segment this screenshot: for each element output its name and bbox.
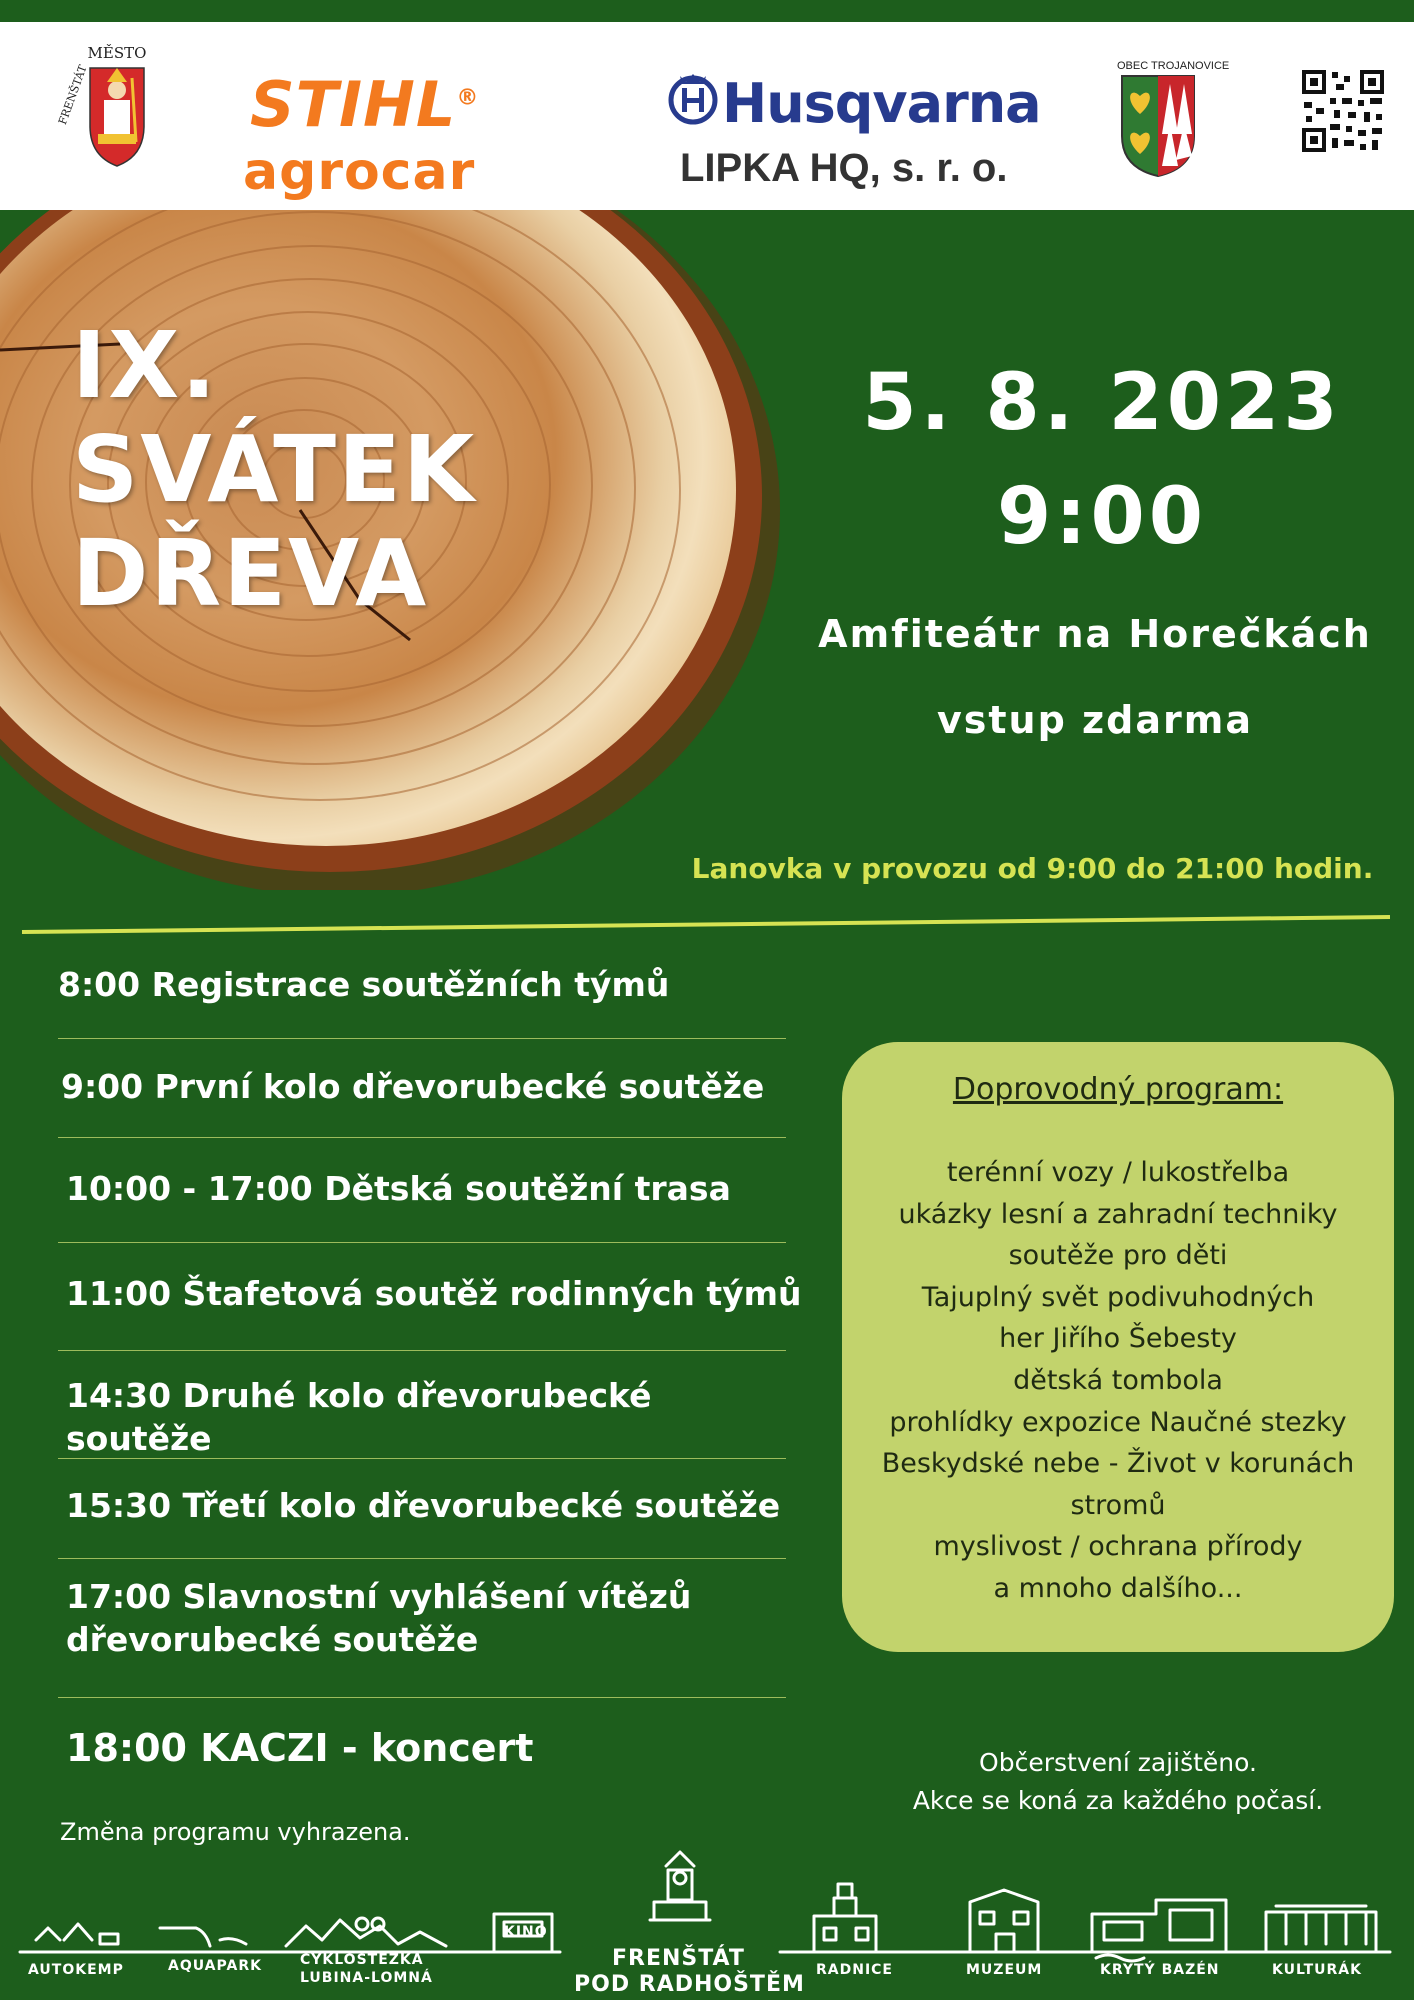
footer-note xyxy=(842,1744,1394,1820)
event-entry: vstup zdarma xyxy=(937,698,1253,742)
side-program-item: ukázky lesní a zahradní techniky xyxy=(898,1198,1338,1230)
town-landmarks-strip xyxy=(0,1840,1414,2000)
obec-trojanovice-crest xyxy=(1120,74,1196,178)
side-program-item: her Jiřího Šebesty xyxy=(999,1323,1237,1355)
event-time: 9:00 xyxy=(996,472,1207,562)
schedule-separator xyxy=(58,1242,786,1243)
side-program-item: Tajuplný svět podivuhodných xyxy=(921,1281,1315,1313)
side-program-item: a mnoho dalšího... xyxy=(993,1572,1243,1604)
schedule-separator xyxy=(58,1137,786,1138)
landmark-radnice: RADNICE xyxy=(816,1962,893,1978)
side-program-item: Beskydské nebe - Život v korunách xyxy=(881,1448,1355,1480)
landmark-cyclo-path-1: CYKLOSTEZKA xyxy=(300,1952,424,1968)
side-program-item: terénní vozy / lukostřelba xyxy=(946,1157,1290,1188)
schedule-separator xyxy=(58,1038,786,1039)
weather-note: Akce se koná za každého počasí. xyxy=(912,1786,1324,1815)
schedule-separator xyxy=(58,1350,786,1351)
schedule-item: 14:30 Druhé kolo dřevorubecké soutěže xyxy=(66,1376,652,1458)
sponsor-bar xyxy=(0,22,1414,210)
landmark-cyclo-path-2: LUBINA-LOMNÁ xyxy=(300,1970,433,1986)
schedule-item-concert: 18:00 KACZI - koncert xyxy=(66,1726,534,1770)
stihl-logo xyxy=(250,68,479,141)
town-name-line-2: POD RADHOŠTĚM xyxy=(574,1972,805,1997)
landmark-kulturak: KULTURÁK xyxy=(1272,1962,1362,1978)
side-program-item: myslivost / ochrana přírody xyxy=(933,1531,1303,1563)
title-line-dreva: DŘEVA xyxy=(72,520,429,627)
town-name-line-1: FRENŠTÁT xyxy=(612,1946,745,1971)
schedule-separator xyxy=(58,1458,786,1459)
refreshments-note: Občerstvení zajištěno. xyxy=(979,1748,1257,1777)
side-program-item: soutěže pro děti xyxy=(1008,1240,1228,1272)
schedule-item: 9:00 První kolo dřevorubecké soutěže xyxy=(61,1067,765,1106)
side-program-list xyxy=(842,1152,1394,1610)
stihl-trademark: ® xyxy=(456,85,480,111)
program-change-note: Změna programu vyhrazena. xyxy=(60,1818,411,1846)
title-edition: IX. xyxy=(72,312,219,419)
obec-trojanovice-label: OBEC TROJANOVICE xyxy=(1117,60,1230,72)
landmark-aquapark: AQUAPARK xyxy=(168,1958,262,1974)
mesto-logo-side-text: FRENŠTÁT xyxy=(56,63,90,127)
husqvarna-logo: Husqvarna xyxy=(722,72,1041,135)
agrocar-logo: agrocar xyxy=(243,142,476,202)
schedule-item: 15:30 Třetí kolo dřevorubecké soutěže xyxy=(66,1486,781,1525)
schedule-separator xyxy=(58,1558,786,1559)
title-line-svatek: SVÁTEK xyxy=(72,416,477,523)
landmark-kryty-bazen: KRYTÝ BAZÉN xyxy=(1100,1962,1220,1978)
lipka-company-name: LIPKA HQ, s. r. o. xyxy=(680,146,1008,190)
event-date: 5. 8. 2023 xyxy=(862,358,1342,448)
husqvarna-crown-icon xyxy=(668,70,718,126)
event-venue: Amfiteátr na Horečkách xyxy=(818,612,1372,656)
schedule-separator xyxy=(58,1697,786,1698)
stihl-logo-text: STIHL xyxy=(250,68,457,141)
cable-car-note: Lanovka v provozu od 9:00 do 21:00 hodin. xyxy=(691,852,1374,885)
schedule-item: 8:00 Registrace soutěžních týmů xyxy=(58,965,670,1004)
landmark-kino: KINO xyxy=(504,1924,548,1940)
landmark-autokemp: AUTOKEMP xyxy=(28,1962,124,1978)
svg-text:MĚSTO: MĚSTO xyxy=(87,44,147,62)
side-program-item: prohlídky expozice Naučné stezky xyxy=(889,1406,1347,1438)
schedule-item: 10:00 - 17:00 Dětská soutěžní trasa xyxy=(66,1169,731,1208)
side-program-item: dětská tombola xyxy=(1013,1364,1223,1396)
side-program-item: stromů xyxy=(1070,1489,1166,1521)
side-program-title: Doprovodný program: xyxy=(952,1072,1284,1107)
side-program-box xyxy=(842,1042,1394,1652)
schedule-item: 11:00 Štafetová soutěž rodinných týmů xyxy=(66,1274,802,1313)
landmark-muzeum: MUZEUM xyxy=(966,1962,1043,1978)
qr-code-icon[interactable] xyxy=(1300,68,1386,154)
schedule-item: 17:00 Slavnostní vyhlášení vítězů dřevorubecké soutěže xyxy=(66,1577,692,1659)
